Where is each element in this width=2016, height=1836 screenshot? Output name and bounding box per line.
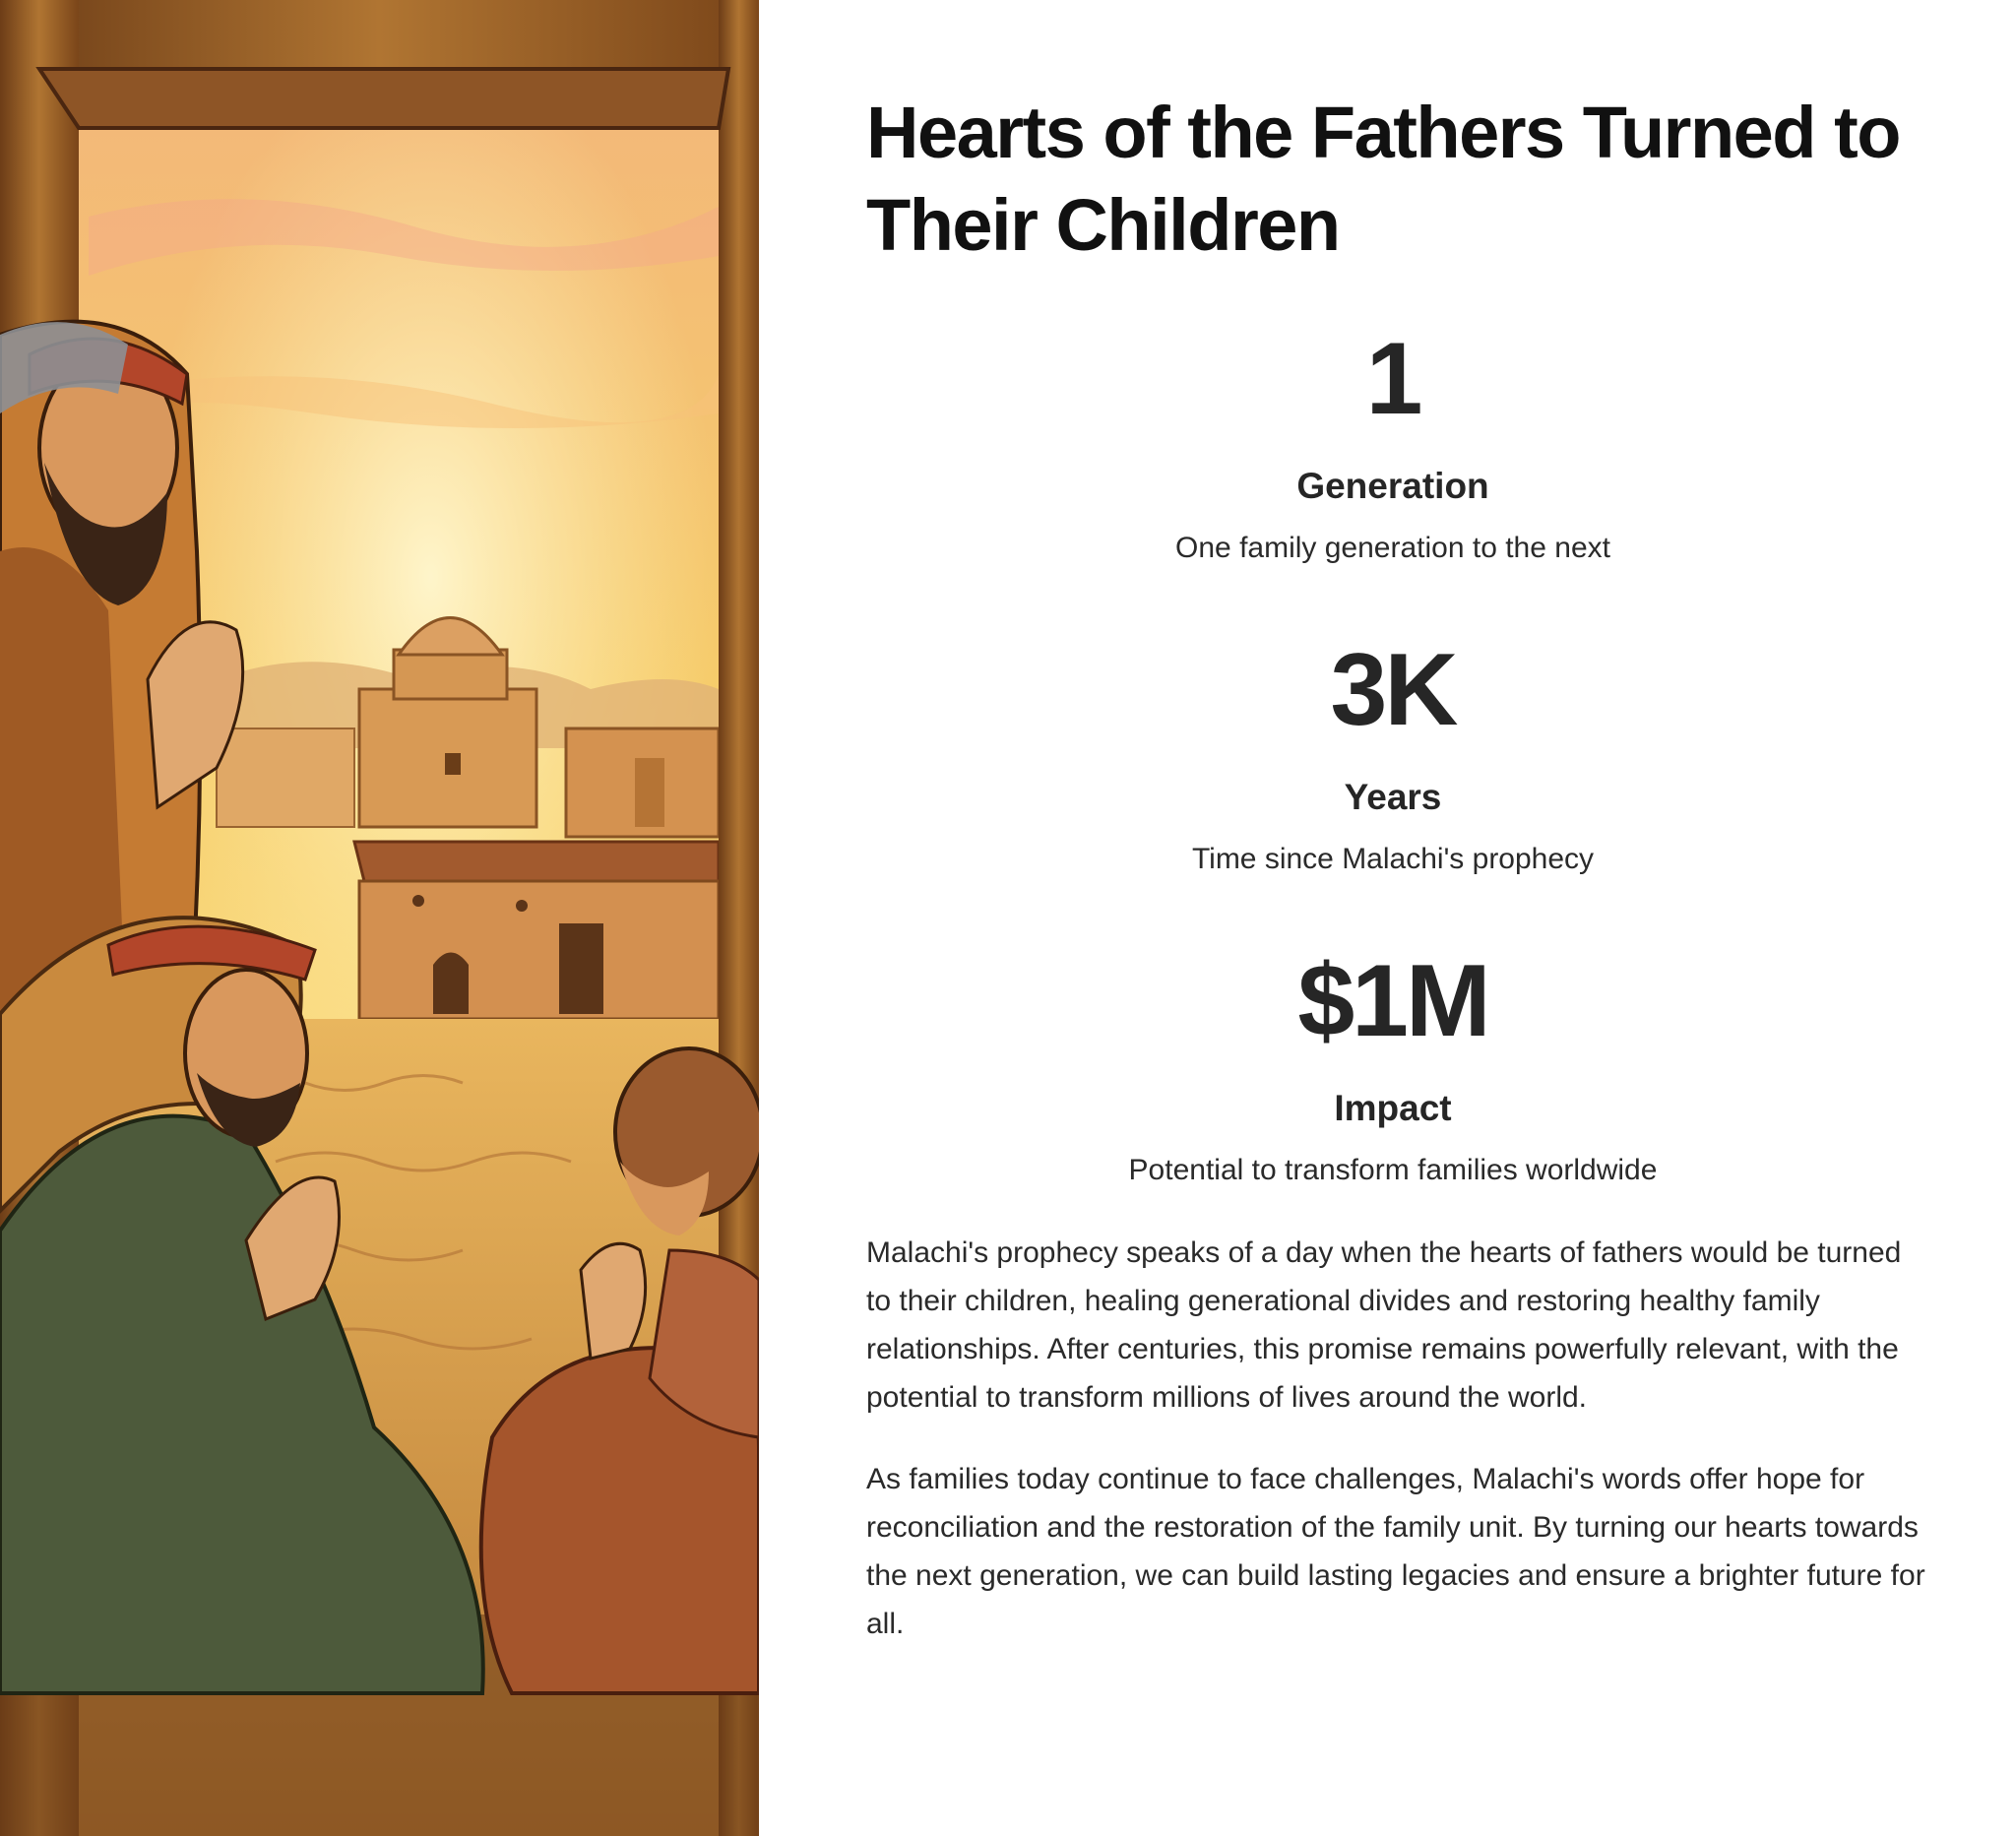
- page-title: Hearts of the Fathers Turned to Their Children: [866, 92, 1900, 266]
- stat-description: Potential to transform families worldwide: [1128, 1154, 1658, 1186]
- body-text: [866, 1229, 1929, 1648]
- stat-value: $1M: [1297, 944, 1488, 1058]
- stat-impact: [866, 944, 1920, 1189]
- body-paragraph: As families today continue to face challenges, Malachi's words offer hope for reconciliation and the restoration of the family unit. By turning our hearts towards the next generation, we can build lasting legacies and ensure a brighter future for all.: [866, 1463, 1925, 1640]
- stat-description: Time since Malachi's prophecy: [1191, 843, 1595, 875]
- illustration-svg: [0, 0, 759, 1836]
- body-paragraph: Malachi's prophecy speaks of a day when the hearts of fathers would be turned to their children, healing generational divides and restoring healthy family relationships. After centuries, this promise remains powerfully relevant, with the potential to transform millions of lives around the world.: [866, 1236, 1902, 1414]
- family-praying-illustration: [0, 0, 759, 1836]
- stat-label: Years: [1344, 777, 1442, 817]
- stat-label: Generation: [1296, 466, 1489, 506]
- stat-value: 3K: [1330, 633, 1456, 747]
- stat-years: [866, 633, 1920, 878]
- stats-section: [866, 322, 1920, 1189]
- stat-description: One family generation to the next: [1175, 532, 1610, 564]
- stat-label: Impact: [1334, 1088, 1452, 1128]
- stat-value: 1: [1365, 322, 1420, 436]
- content-panel: [759, 0, 2016, 1836]
- stat-generation: [866, 322, 1920, 567]
